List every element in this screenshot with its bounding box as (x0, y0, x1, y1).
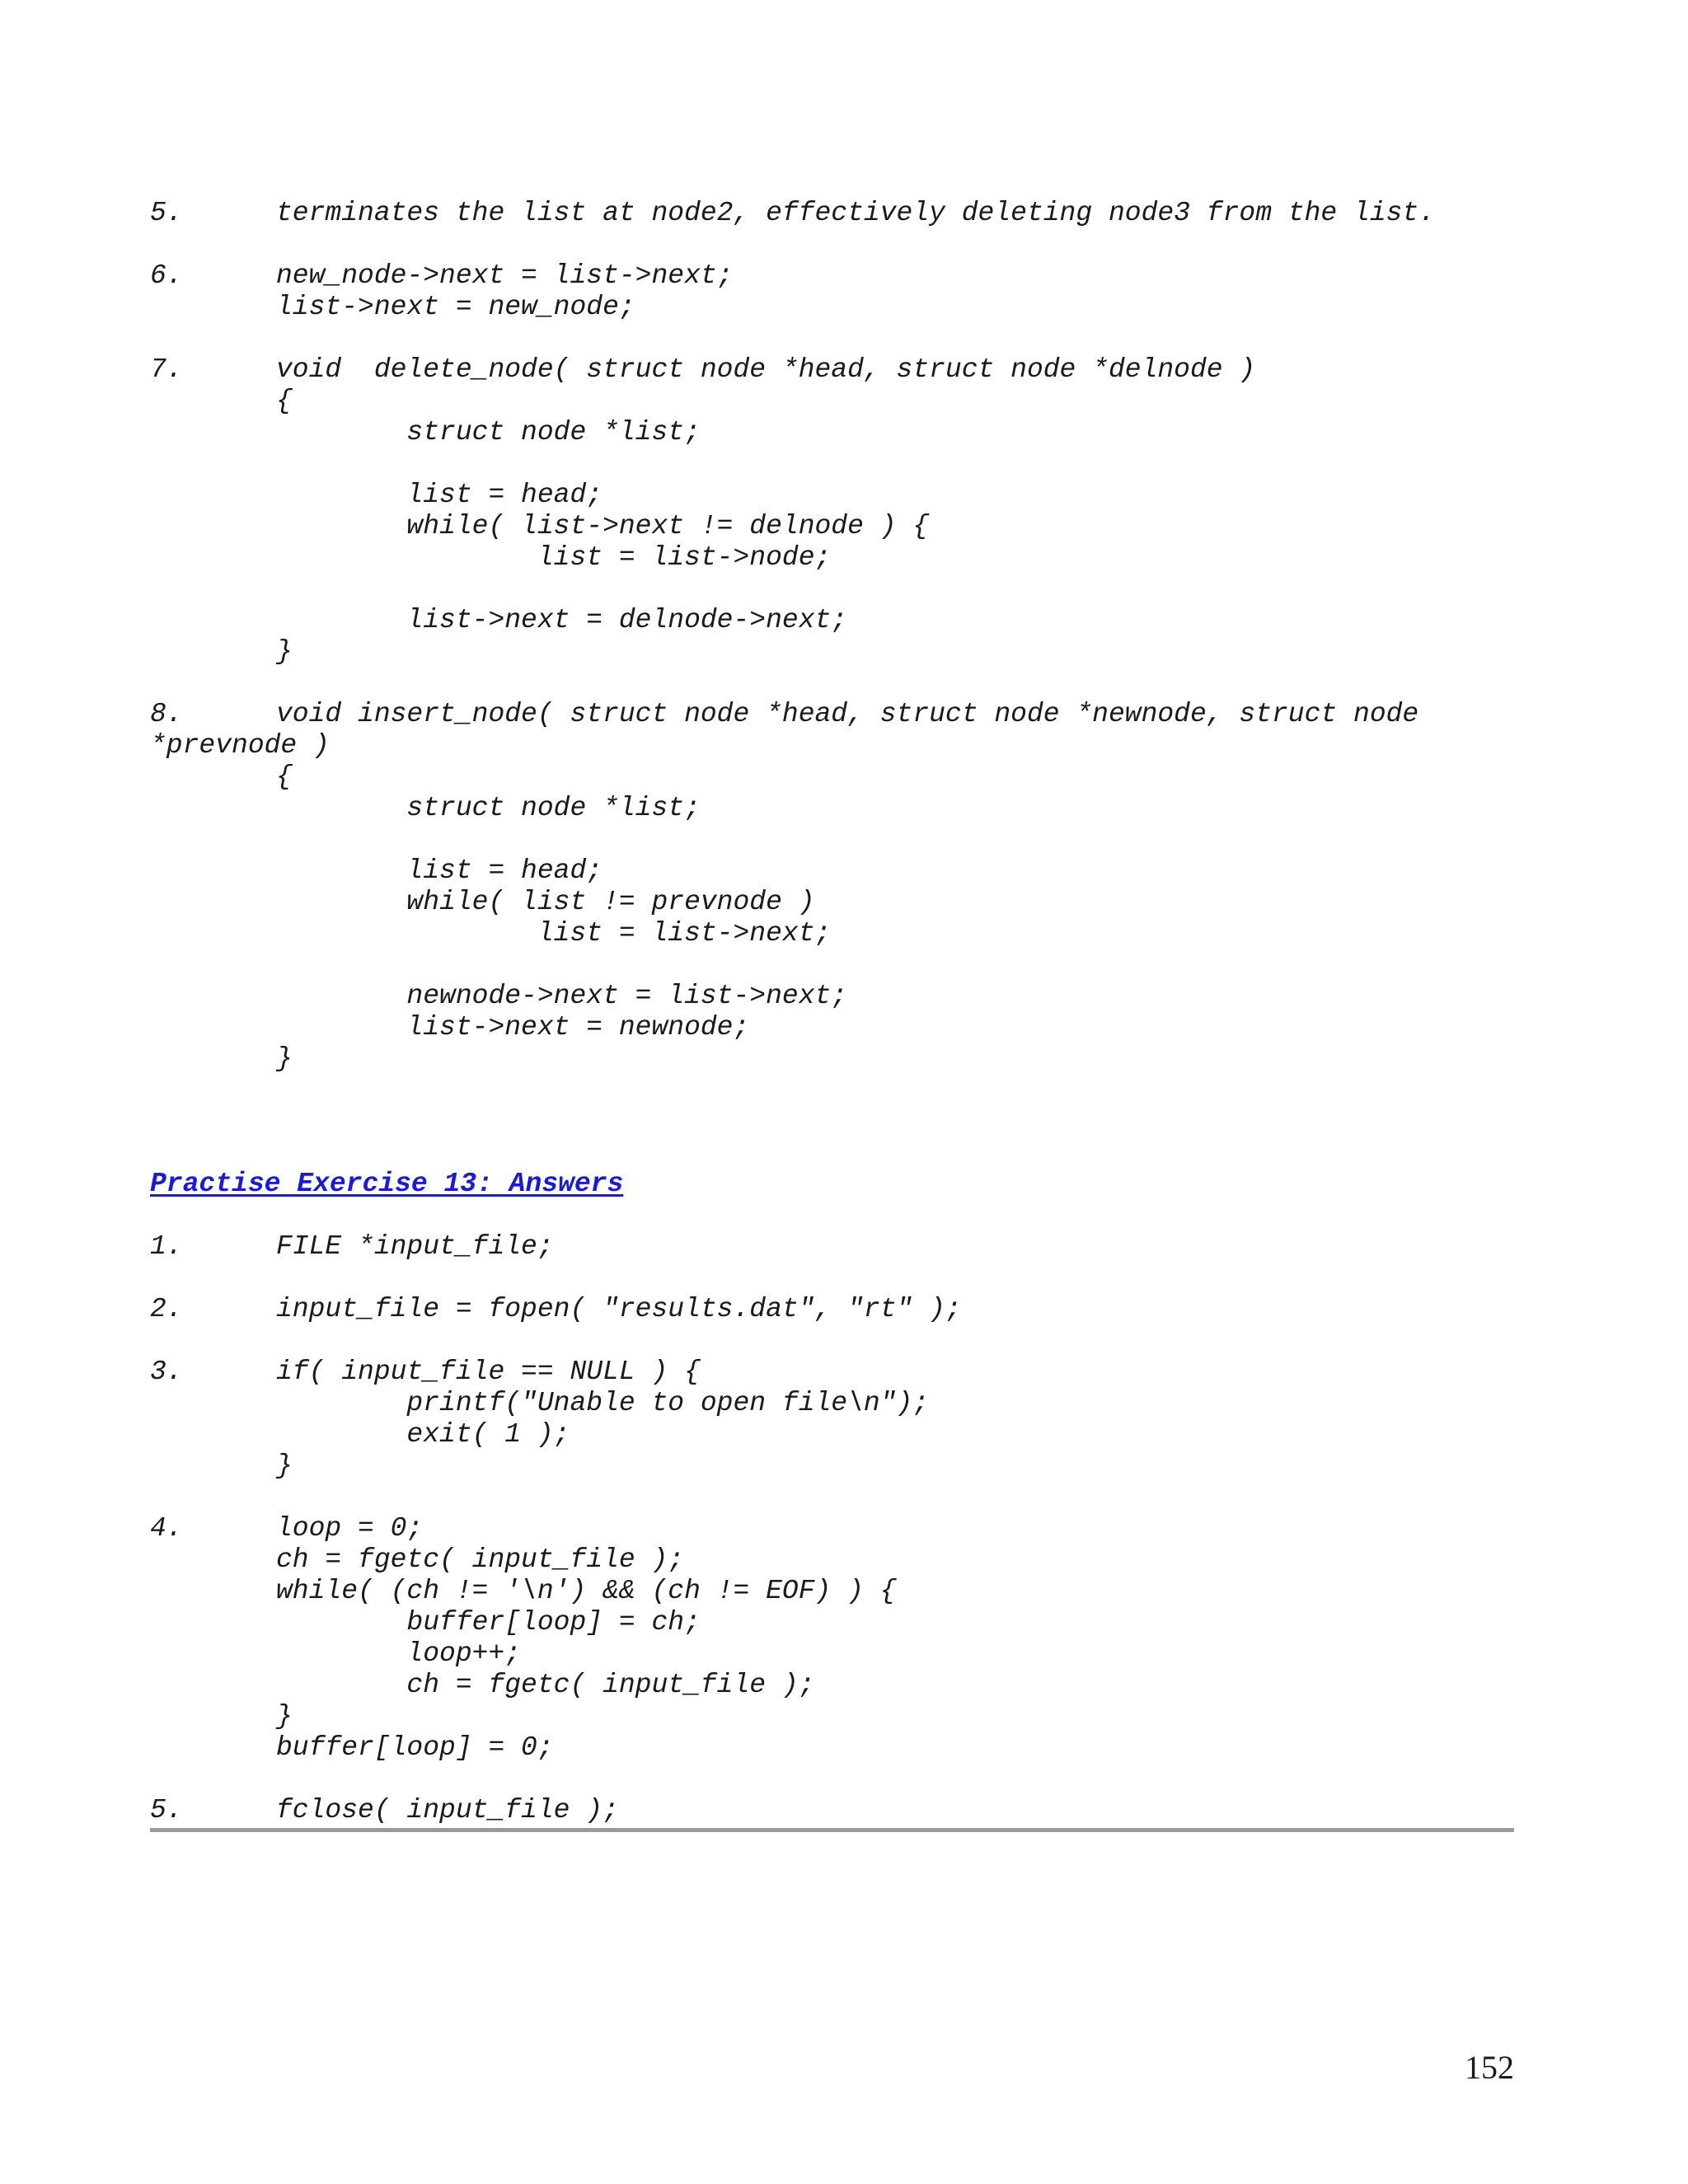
code-line: list = list->next; (276, 918, 832, 949)
code-line: FILE *input_file; (276, 1231, 554, 1262)
code-line: *prevnode ) (150, 730, 330, 761)
code-line: if( input_file == NULL ) { (276, 1357, 701, 1387)
code-line: input_file = fopen( "results.dat", "rt" ); (276, 1294, 962, 1324)
code-line: buffer[loop] = 0; (276, 1732, 554, 1763)
code-line: } (276, 1701, 293, 1732)
code-line: while( list != prevnode ) (276, 887, 815, 917)
code-line: exit( 1 ); (276, 1419, 570, 1450)
code-line: ch = fgetc( input_file ); (276, 1544, 685, 1575)
item-number: 4. (150, 1513, 183, 1544)
code-line: } (276, 1451, 293, 1481)
item-number: 6. (150, 260, 183, 291)
item-number: 2. (150, 1294, 183, 1324)
code-line: list = head; (276, 480, 603, 510)
item-number: 7. (150, 354, 183, 385)
code-line: printf("Unable to open file\n"); (276, 1388, 930, 1418)
item-number: 3. (150, 1357, 183, 1387)
code-line: list->next = delnode->next; (276, 605, 848, 635)
code-line: } (276, 636, 293, 667)
code-line: new_node->next = list->next; (276, 260, 734, 291)
item-number: 5. (150, 1795, 183, 1825)
code-line: ch = fgetc( input_file ); (276, 1670, 815, 1700)
code-line: } (276, 1043, 293, 1074)
code-line: void insert_node( struct node *head, struct node *newnode, struct node (276, 699, 1419, 729)
answer-text: terminates the list at node2, effectively deleting node3 from the list. (276, 198, 1436, 228)
code-line: list->next = newnode; (276, 1012, 750, 1043)
code-line: { (276, 762, 293, 792)
code-line: struct node *list; (276, 417, 701, 448)
code-line: void delete_node( struct node *head, struct node *delnode ) (276, 354, 1256, 385)
item-number: 1. (150, 1231, 183, 1262)
code-line: list = list->node; (276, 542, 832, 573)
item-number: 5. (150, 198, 183, 228)
code-line: { (276, 386, 293, 416)
horizontal-rule (150, 1828, 1514, 1832)
code-line: list->next = new_node; (276, 292, 635, 322)
code-line: loop++; (276, 1638, 522, 1669)
code-line: buffer[loop] = ch; (276, 1607, 701, 1638)
code-line: list = head; (276, 855, 603, 886)
code-line: fclose( input_file ); (276, 1795, 619, 1825)
code-line: struct node *list; (276, 793, 701, 823)
item-number: 8. (150, 699, 183, 729)
section-heading-link[interactable]: Practise Exercise 13: Answers (150, 1169, 624, 1199)
code-line: while( (ch != '\n') && (ch != EOF) ) { (276, 1576, 897, 1606)
code-line: newnode->next = list->next; (276, 981, 848, 1011)
code-line: while( list->next != delnode ) { (276, 511, 930, 541)
code-line: loop = 0; (276, 1513, 424, 1544)
page-number: 152 (1465, 2049, 1514, 2086)
